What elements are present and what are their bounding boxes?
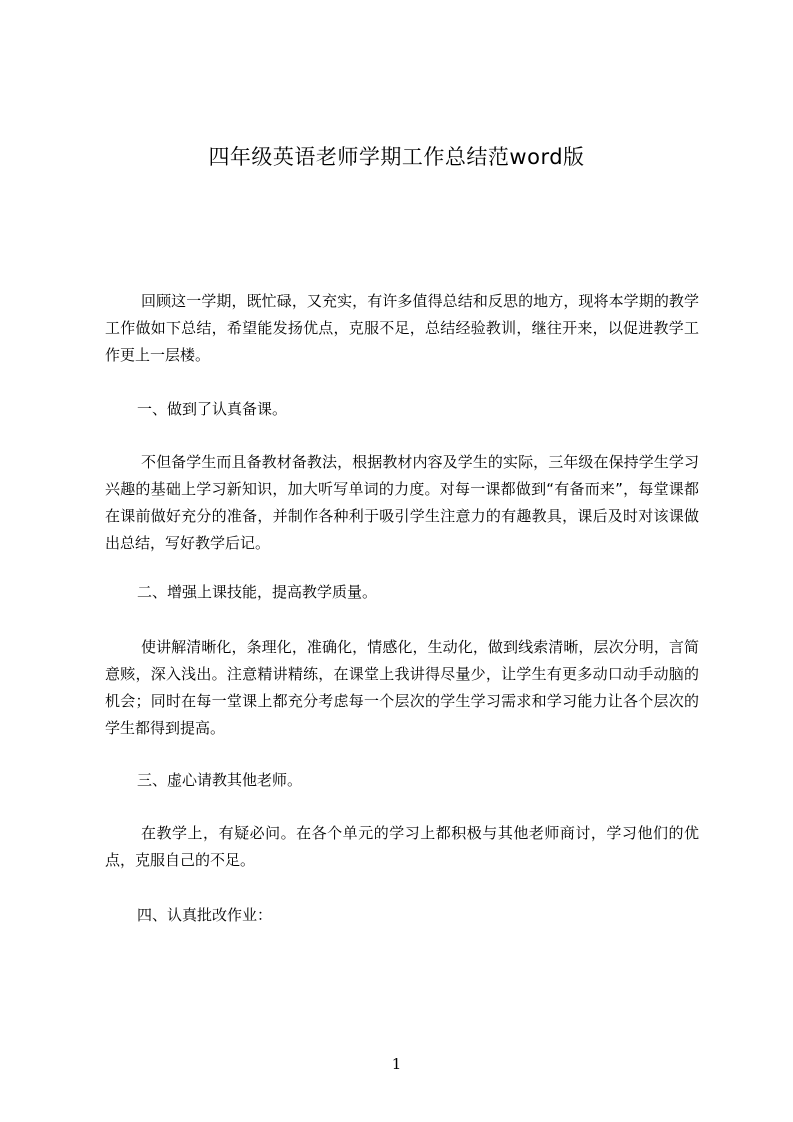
section-heading-4: 四、认真批改作业：	[137, 906, 273, 924]
section-body-3: 在教学上，有疑必问。在各个单元的学习上都积极与其他老师商讨，学习他们的优点，克服自己的不足。	[105, 824, 699, 869]
document-title: 四年级英语老师学期工作总结范word版	[208, 145, 585, 169]
page-number: 1	[391, 1055, 402, 1073]
section-body-1: 不但备学生而且备教材备教法，根据教材内容及学生的实际，三年级在保持学生学习兴趣的基础上学习新知识，加大听写单词的力度。对每一课都做到“有备而来”，每堂课都在课前做好充分的准备，并制作各种利于吸引学生注意力的有趣教具，课后及时对该课做出总结，写好教学后记。	[105, 453, 699, 552]
section-body-2: 使讲解清晰化，条理化，准确化，情感化，生动化，做到线索清晰，层次分明，言简意赅，深入浅出。注意精讲精练，在课堂上我讲得尽量少，让学生有更多动口动手动脑的机会；同时在每一堂课上都充分考虑每一个层次的学生学习需求和学习能力让各个层次的学生都得到提高。	[105, 638, 699, 737]
intro-paragraph: 回顾这一学期，既忙碌，又充实，有许多值得总结和反思的地方，现将本学期的教学工作做如下总结，希望能发扬优点，克服不足，总结经验教训，继往开来，以促进教学工作更上一层楼。	[105, 292, 699, 364]
section-heading-3: 三、虚心请教其他老师。	[137, 771, 303, 789]
section-heading-2: 二、增强上课技能，提高教学质量。	[137, 583, 378, 601]
section-heading-1: 一、做到了认真备课。	[137, 400, 288, 418]
